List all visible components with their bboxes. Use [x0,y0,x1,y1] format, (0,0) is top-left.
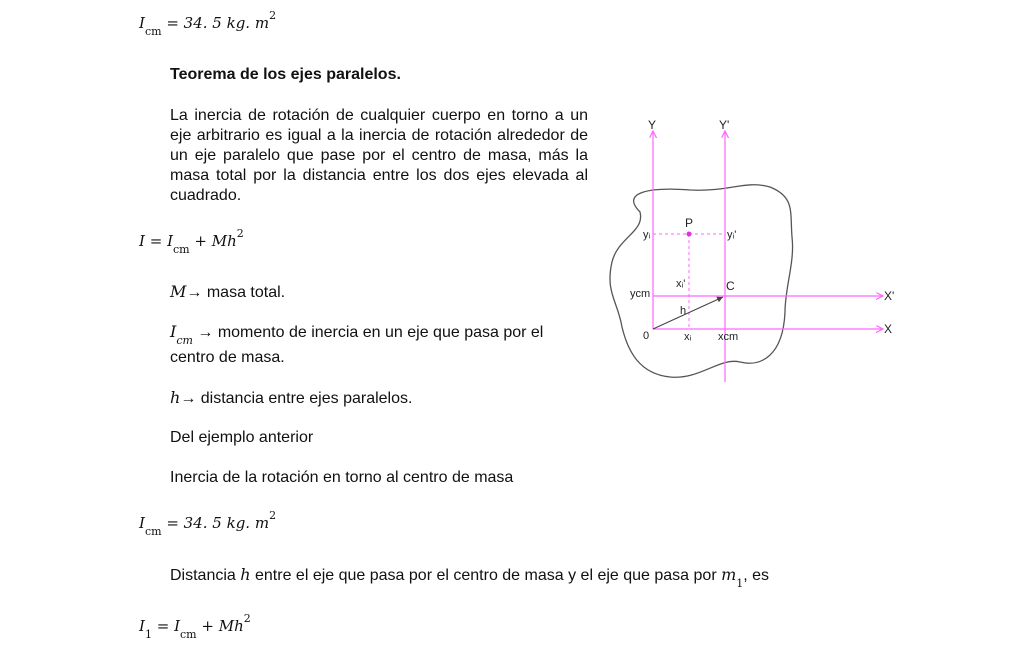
label-ycm: ycm [630,288,651,300]
eq-superscript: 2 [236,227,244,240]
label-origin: 0 [643,330,650,342]
label-c: C [726,279,735,293]
label-x: X [884,322,893,336]
eq-symbol-i: I [139,232,145,250]
eq-superscript: 2 [269,9,277,22]
eq-value: 34. 5 kg. m [183,514,270,532]
eq-subscript: cm [144,25,162,38]
eq-symbol-icm: I [174,617,181,635]
eq-term-mh: Mh [211,232,237,250]
eq-value: 34. 5 kg. m [183,14,270,32]
eq-subscript: 1 [144,628,152,641]
eq-equals: = [156,617,170,635]
def-text: → masa total. [186,284,286,301]
eq-equals: = [166,514,179,532]
equation-icm-value [139,9,277,38]
label-xcm: xcm [718,331,739,343]
point-p [687,232,692,237]
eq-symbol-i: I [139,14,145,32]
label-y: Y [648,118,657,132]
label-yi: yᵢ [643,229,651,241]
eq-term-mh: Mh [218,617,244,635]
eq-superscript: 2 [243,612,251,625]
symbol-subscript: 1 [736,577,744,590]
eq-symbol-i: I [139,617,145,635]
label-x-prime: X' [884,289,895,303]
parallel-axis-diagram [600,112,910,387]
text-segment: entre el eje que pasa por el centro de masa y el eje que pasa por [250,567,722,584]
equation-i1 [139,612,251,641]
rotation-label: Inercia de la rotación en torno al centro de masa [170,469,514,486]
eq-plus: + [194,232,207,250]
label-xi-prime: xᵢ' [676,278,686,290]
label-h: h [680,305,687,317]
def-symbol-i: I [170,322,177,341]
label-yi-prime: yᵢ' [727,229,737,241]
label-p: P [685,216,694,230]
equation-parallel-axis [139,227,244,256]
eq-subscript: cm [173,243,190,256]
def-symbol-h: h [170,388,181,407]
theorem-paragraph: La inercia de rotación de cualquier cuerpo en torno a un eje arbitrario es igual a la inercia de rotación alrededor de un eje paralelo que pase por el centro de masa, más la masa total por la distancia entre los dos ejes elevada al cuadrado. [170,107,588,204]
eq-symbol-i: I [139,514,145,532]
equation-icm-value-2 [139,509,277,538]
eq-plus: + [201,617,214,635]
definition-icm [170,322,544,347]
symbol-m: m [721,565,737,584]
body-outline [610,185,793,377]
label-y-prime: Y' [719,118,730,132]
distance-sentence [170,565,770,590]
definition-mass [170,282,285,303]
eq-subscript: cm [144,525,162,538]
section-heading: Teorema de los ejes paralelos. [170,66,401,83]
definition-icm-continued: centro de masa. [170,349,285,366]
eq-equals: = [149,232,163,250]
eq-superscript: 2 [269,509,277,522]
label-xi: xᵢ [684,331,692,343]
text-segment: , es [743,567,770,584]
eq-symbol-icm: I [167,232,174,250]
def-text: → distancia entre ejes paralelos. [180,390,413,407]
def-symbol-m: M [170,282,187,301]
text-segment: Distancia [170,567,241,584]
eq-subscript: cm [180,628,197,641]
def-subscript: cm [176,334,193,347]
definition-h [170,388,412,409]
h-vector [653,297,723,329]
example-label: Del ejemplo anterior [170,429,314,446]
symbol-h: h [240,565,251,584]
def-text: → momento de inercia en un eje que pasa por el [192,324,544,341]
eq-equals: = [166,14,179,32]
